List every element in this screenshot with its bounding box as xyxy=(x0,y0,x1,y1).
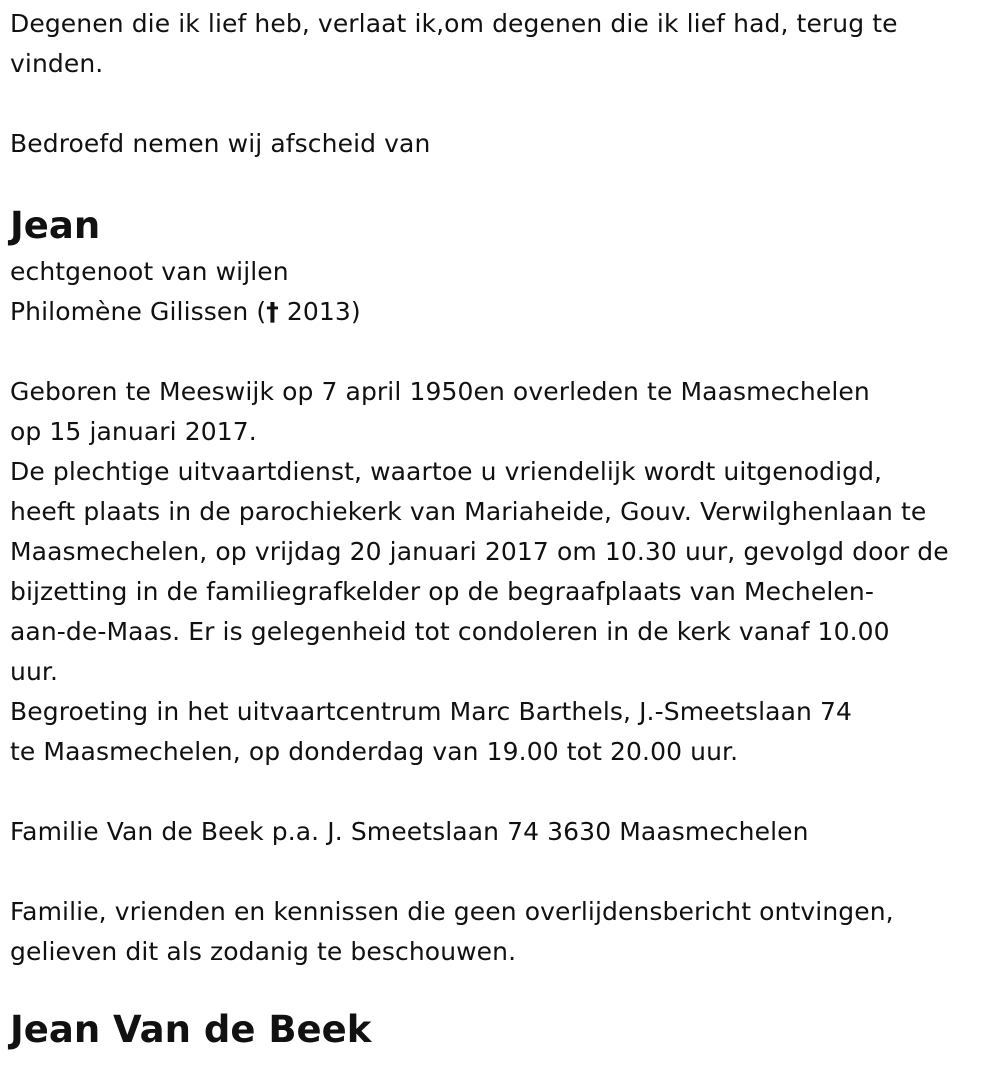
family-address: Familie Van de Beek p.a. J. Smeetslaan 74 3630 Maasmechelen xyxy=(10,817,809,846)
notice-line-1: Familie, vrienden en kennissen die geen overlijdensbericht ontvingen, xyxy=(10,897,894,926)
details-line: aan-de-Maas. Er is gelegenheid tot condoleren in de kerk vanaf 10.00 xyxy=(10,617,890,646)
spacer xyxy=(10,84,995,124)
details-line: bijzetting in de familiegrafkelder op de begraafplaats van Mechelen- xyxy=(10,577,874,606)
details-line: De plechtige uitvaartdienst, waartoe u vriendelijk wordt uitgenodigd, xyxy=(10,457,883,486)
first-name-heading: Jean xyxy=(10,204,101,247)
spouse-name: Philomène Gilissen ( xyxy=(10,297,267,326)
cross-icon: † xyxy=(266,297,279,326)
details-line: uur. xyxy=(10,657,59,686)
spouse-name-line xyxy=(10,292,995,332)
details-line: Maasmechelen, op vrijdag 20 januari 2017 om 10.30 uur, gevolgd door de xyxy=(10,537,949,566)
details-line: op 15 januari 2017. xyxy=(10,417,257,446)
details-line: te Maasmechelen, op donderdag van 19.00 tot 20.00 uur. xyxy=(10,737,739,766)
notice-line-2: gelieven dit als zodanig te beschouwen. xyxy=(10,937,517,966)
spacer xyxy=(10,772,995,812)
details-line: Begroeting in het uitvaartcentrum Marc Barthels, J.-Smeetslaan 74 xyxy=(10,697,853,726)
details-line: Geboren te Meeswijk op 7 april 1950en overleden te Maasmechelen xyxy=(10,377,870,406)
spacer xyxy=(10,852,995,892)
quote-line-2: vinden. xyxy=(10,49,104,78)
spacer xyxy=(10,164,995,200)
spacer xyxy=(10,972,995,1004)
spacer xyxy=(10,332,995,372)
spouse-line: echtgenoot van wijlen xyxy=(10,257,289,286)
funeral-details xyxy=(10,372,995,772)
spouse-death-year: 2013) xyxy=(278,297,361,326)
obituary-notice xyxy=(10,4,995,1056)
intro-text: Bedroefd nemen wij afscheid van xyxy=(10,129,431,158)
full-name-heading: Jean Van de Beek xyxy=(10,1008,372,1051)
details-line: heeft plaats in de parochiekerk van Mariaheide, Gouv. Verwilghenlaan te xyxy=(10,497,927,526)
quote-line-1: Degenen die ik lief heb, verlaat ik,om degenen die ik lief had, terug te xyxy=(10,9,898,38)
